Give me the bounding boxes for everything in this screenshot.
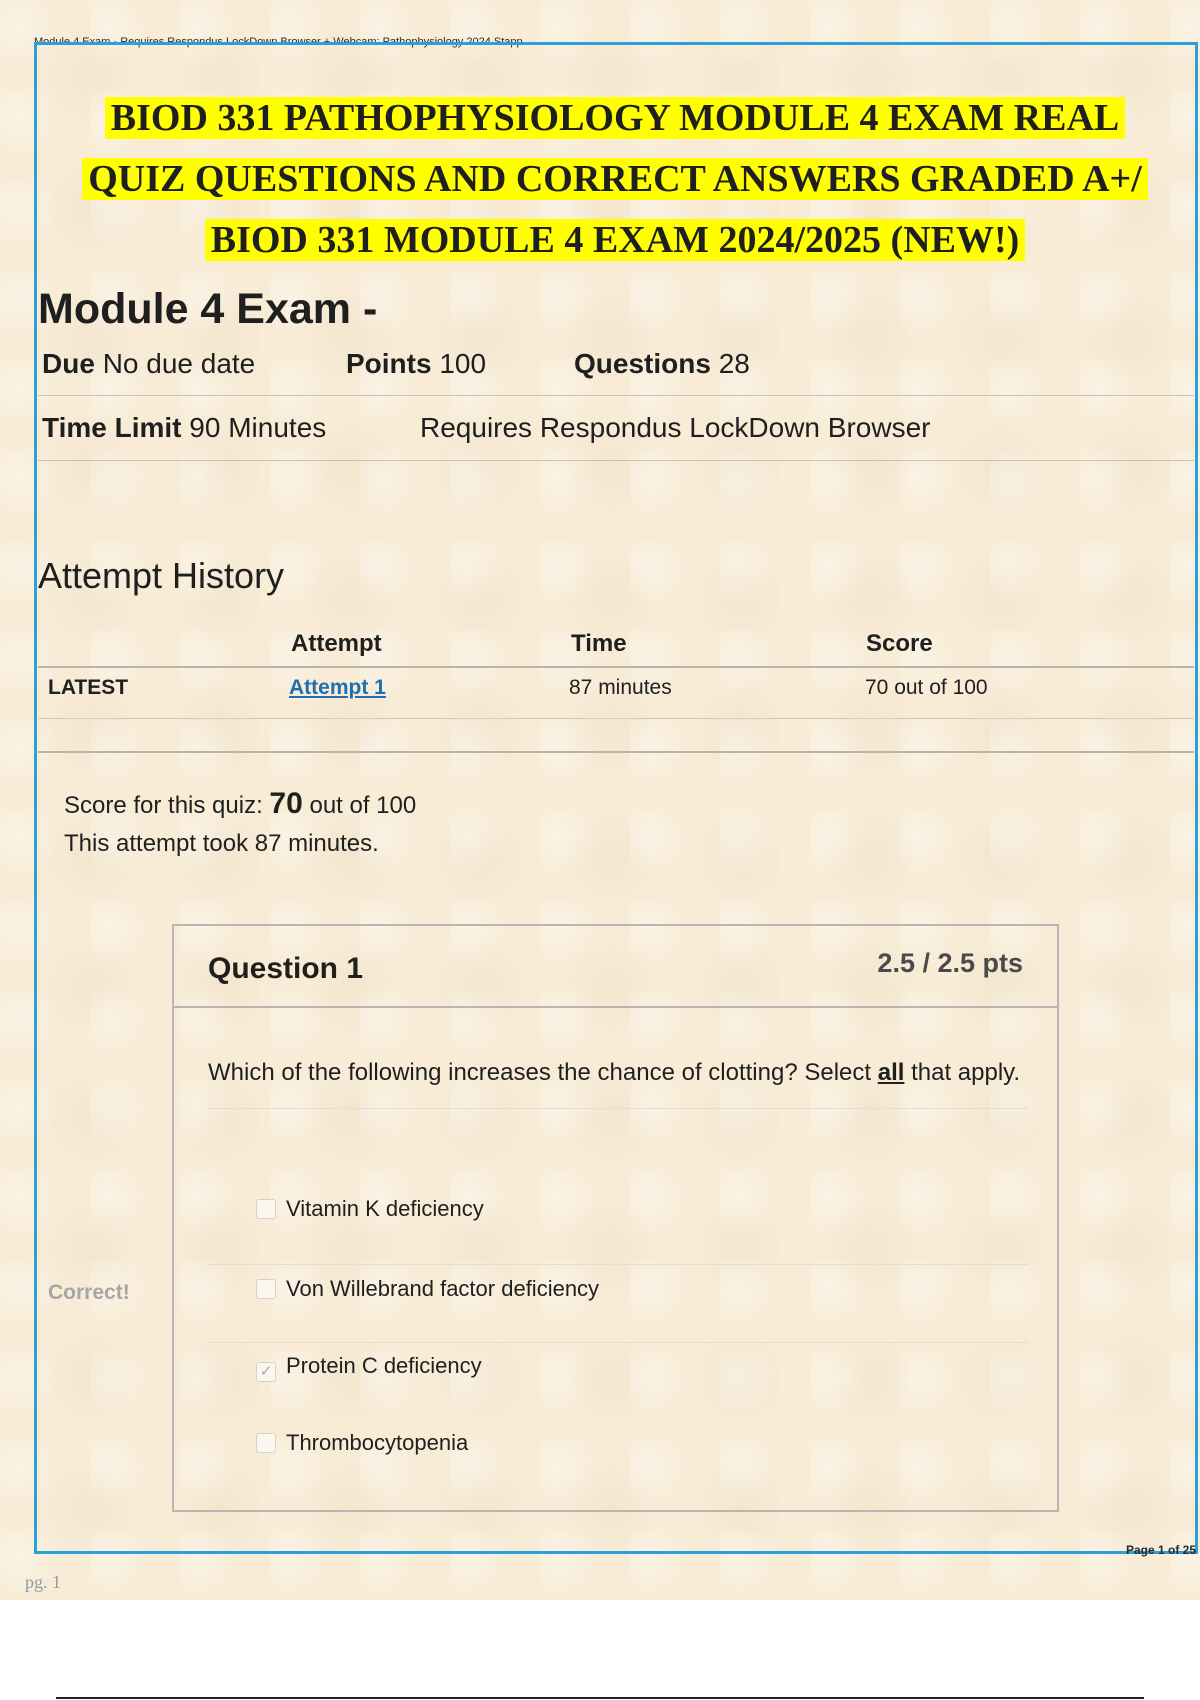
attempt-link[interactable]: Attempt 1 [289,676,386,699]
answer-label: Vitamin K deficiency [286,1196,484,1221]
attempt-score: 70 out of 100 [865,676,988,699]
score-prefix: Score for this quiz: [64,792,263,819]
answer-option[interactable] [256,1196,484,1222]
document-title [40,88,1190,271]
table-row [38,666,1194,719]
checkbox[interactable] [256,1433,276,1453]
points-value: 100 [439,348,487,379]
answer-label: Von Willebrand factor deficiency [286,1276,600,1301]
attempt-history-title: Attempt History [38,555,285,596]
checkbox[interactable] [256,1199,276,1219]
title-line: BIOD 331 MODULE 4 EXAM 2024/2025 (NEW!) [205,219,1026,261]
page-footer-label: pg. 1 [25,1572,61,1592]
question-title: Question 1 [208,952,364,985]
quiz-score [64,787,416,821]
question-text-emphasis: all [877,1059,905,1086]
attempt-history-header [38,620,1194,668]
question-points: 2.5 / 2.5 pts [877,948,1023,978]
due-label: Due [42,348,95,379]
questions-info [574,348,750,380]
divider [38,751,1194,753]
points-label: Points [346,348,432,379]
time-limit-value: 90 Minutes [189,412,327,443]
page-title: Module 4 Exam - [38,285,378,333]
questions-label: Questions [574,348,711,379]
column-header-attempt: Attempt [291,630,382,657]
title-line: QUIZ QUESTIONS AND CORRECT ANSWERS GRADED A+/ [82,158,1148,200]
correct-indicator: Correct! [48,1281,130,1304]
attempt-duration: This attempt took 87 minutes. [64,830,379,857]
questions-value: 28 [718,348,750,379]
time-limit-label: Time Limit [42,412,182,443]
answer-label: Thrombocytopenia [286,1430,469,1455]
answer-option[interactable] [256,1353,482,1382]
question-header [174,926,1057,1008]
print-header: Module 4 Exam - Requires Respondus LockDown Browser + Webcam: Pathophysiology 2024 Stapp [34,36,523,48]
answer-label: Protein C deficiency [286,1353,482,1378]
points-info [346,348,486,380]
checkbox[interactable] [256,1279,276,1299]
lockdown-requirement: Requires Respondus LockDown Browser [420,412,931,443]
footer-rule [56,1697,1144,1699]
time-limit-info [42,412,326,444]
question-card [172,924,1059,1512]
page-number: Page 1 of 25 [1125,1543,1196,1557]
divider [208,1264,1028,1265]
question-text [208,1052,1028,1093]
score-suffix: out of 100 [309,792,417,819]
answer-option[interactable] [256,1276,599,1302]
column-header-time: Time [571,630,627,657]
quiz-details-row [38,332,1194,396]
due-value: No due date [102,348,256,379]
question-text-end: that apply. [911,1059,1021,1086]
divider [208,1108,1028,1109]
question-text-start: Which of the following increases the chance of clotting? Select [208,1059,872,1086]
quiz-requirements-row [38,396,1194,461]
attempt-status: LATEST [48,676,129,699]
divider [208,1342,1028,1343]
column-header-score: Score [866,630,933,657]
score-value: 70 [269,787,303,820]
title-line: BIOD 331 PATHOPHYSIOLOGY MODULE 4 EXAM REAL [105,97,1125,139]
attempt-time: 87 minutes [569,676,672,699]
answer-option[interactable] [256,1430,468,1456]
due-info [42,348,255,380]
checkbox-checked[interactable]: ✓ [256,1362,276,1382]
